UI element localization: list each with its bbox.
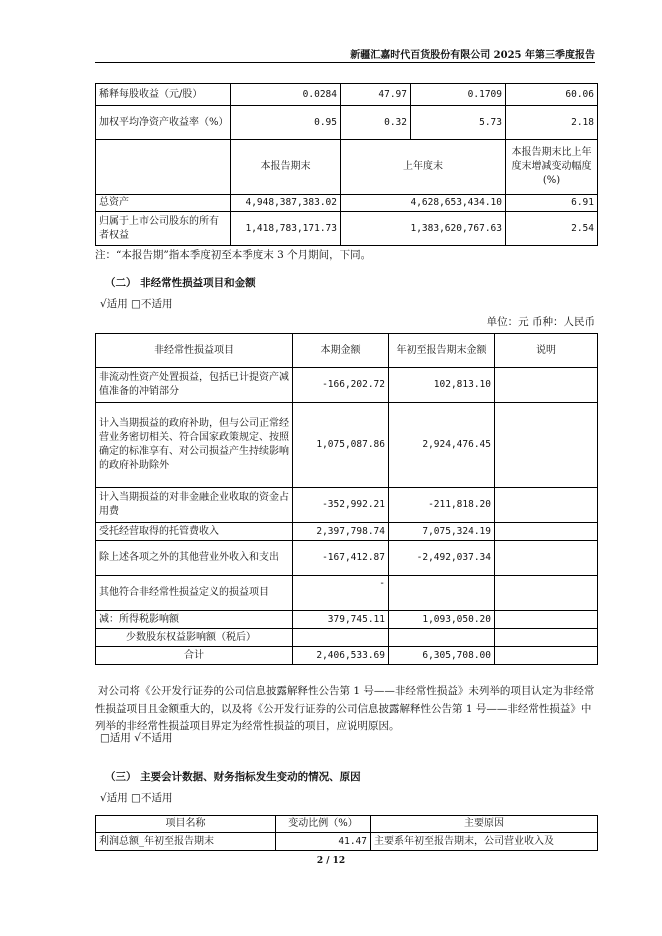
table-row <box>96 106 598 140</box>
table-row <box>96 403 598 488</box>
table-row <box>96 541 598 576</box>
row-label: 稀释每股收益（元/股） <box>96 84 231 106</box>
column-header: 说明 <box>495 334 598 368</box>
applicable-checkbox-line: □适用 √不适用 <box>100 732 173 744</box>
column-header: 上年度末 <box>341 140 506 195</box>
current-amount: -167,412.87 <box>293 541 389 576</box>
current-amount: -166,202.72 <box>293 368 389 403</box>
remark <box>495 541 598 576</box>
cell-value: 2.18 <box>506 106 598 140</box>
ytd-amount: -2,492,037.34 <box>389 541 495 576</box>
section-title-changes: （三） 主要会计数据、财务指标发生变动的情况、原因 <box>105 771 361 783</box>
page-number: 2 / 12 <box>316 856 346 866</box>
column-header: 非经常性损益项目 <box>96 334 293 368</box>
table-row <box>96 611 598 629</box>
current-amount: 1,075,087.86 <box>293 403 389 488</box>
remark <box>495 403 598 488</box>
total-label: 合计 <box>96 647 293 665</box>
column-header: 本报告期末 <box>231 140 341 195</box>
explanation-paragraph: 对公司将《公开发行证券的公司信息披露解释性公告第 1 号——非经常性损益》未列举的项目认定为非经常性损益项目且金额重大的，以及将《公开发行证券的公司信息披露解释性公告第 1 号——非经常性损益》中列举的非经常性损益项目界定为经常性损益的项目，应说明原因。 <box>95 685 595 732</box>
changes-table <box>95 815 598 851</box>
ytd-amount: 7,075,324.19 <box>389 523 495 541</box>
item-label: 少数股东权益影响额（税后） <box>96 629 293 647</box>
table-row <box>96 523 598 541</box>
column-header: 项目名称 <box>96 816 276 833</box>
nonrecurring-items-table <box>95 333 598 665</box>
remark <box>495 368 598 403</box>
ytd-amount: 1,093,050.20 <box>389 611 495 629</box>
main-reason: 主要系年初至报告期末，公司营业收入及 <box>371 833 598 851</box>
key-indicators-table <box>95 83 598 246</box>
cell-value: 47.97 <box>341 84 411 106</box>
table-total-row <box>96 647 598 665</box>
column-header: 本报告期末比上年度末增减变动幅度(%) <box>506 140 598 195</box>
cell-value: 0.32 <box>341 106 411 140</box>
current-amount: 379,745.11 <box>293 611 389 629</box>
cell-value: 6.91 <box>506 195 598 212</box>
current-amount: 2,397,798.74 <box>293 523 389 541</box>
table-row <box>96 576 598 611</box>
current-amount <box>293 629 389 647</box>
ytd-amount: 102,813.10 <box>389 368 495 403</box>
remark <box>495 488 598 523</box>
table-row <box>96 488 598 523</box>
empty-header-cell <box>96 140 231 195</box>
cell-value: 0.1709 <box>411 84 506 106</box>
column-header: 变动比例（%） <box>276 816 371 833</box>
table-header-row <box>96 140 598 195</box>
item-label: 除上述各项之外的其他营业外收入和支出 <box>96 541 293 576</box>
cell-value: 0.0284 <box>231 84 341 106</box>
section-title-nonrecurring: （二） 非经常性损益项目和金额 <box>105 277 256 289</box>
remark <box>495 629 598 647</box>
table-row <box>96 84 598 106</box>
ytd-amount <box>389 629 495 647</box>
total-ytd-amount: 6,305,708.00 <box>389 647 495 665</box>
applicable-checkbox-line: √适用 □不适用 <box>100 792 173 804</box>
change-ratio: 41.47 <box>276 833 371 851</box>
cell-value: 60.06 <box>506 84 598 106</box>
header-divider <box>95 62 595 63</box>
remark <box>495 611 598 629</box>
row-label: 总资产 <box>96 195 231 212</box>
remark <box>495 576 598 611</box>
cell-value: 2.54 <box>506 212 598 246</box>
table-row <box>96 833 598 851</box>
ytd-amount: -211,818.20 <box>389 488 495 523</box>
applicable-checkbox-line: √适用 □不适用 <box>100 298 173 310</box>
item-label: 非流动性资产处置损益，包括已计提资产减值准备的冲销部分 <box>96 368 293 403</box>
total-current-amount: 2,406,533.69 <box>293 647 389 665</box>
ytd-amount <box>389 576 495 611</box>
item-label: 受托经营取得的托管费收入 <box>96 523 293 541</box>
remark <box>495 523 598 541</box>
cell-value: 5.73 <box>411 106 506 140</box>
item-name: 利润总额_年初至报告期末 <box>96 833 276 851</box>
ytd-amount: 2,924,476.45 <box>389 403 495 488</box>
column-header: 主要原因 <box>371 816 598 833</box>
cell-value: 1,383,620,767.63 <box>341 212 506 246</box>
table-row <box>96 368 598 403</box>
cell-value: 4,948,387,383.02 <box>231 195 341 212</box>
table-row <box>96 195 598 212</box>
column-header: 本期金额 <box>293 334 389 368</box>
item-label: 减：所得税影响额 <box>96 611 293 629</box>
total-remark <box>495 647 598 665</box>
item-label: 其他符合非经常性损益定义的损益项目 <box>96 576 293 611</box>
item-label: 计入当期损益的政府补助，但与公司正常经营业务密切相关、符合国家政策规定、按照确定的标准享有、对公司损益产生持续影响的政府补助除外 <box>96 403 293 488</box>
cell-value: 4,628,653,434.10 <box>341 195 506 212</box>
table-row <box>96 629 598 647</box>
cell-value: 0.95 <box>231 106 341 140</box>
table-header-row <box>96 816 598 833</box>
item-label: 计入当期损益的对非金融企业收取的资金占用费 <box>96 488 293 523</box>
row-label: 归属于上市公司股东的所有者权益 <box>96 212 231 246</box>
table-header-row <box>96 334 598 368</box>
table-row <box>96 212 598 246</box>
current-amount: - <box>293 576 389 611</box>
column-header: 年初至报告期末金额 <box>389 334 495 368</box>
table-note: 注：“本报告期”指本季度初至本季度末 3 个月期间，下同。 <box>95 249 372 261</box>
row-label: 加权平均净资产收益率（%） <box>96 106 231 140</box>
cell-value: 1,418,783,171.73 <box>231 212 341 246</box>
page-header-title: 新疆汇嘉时代百货股份有限公司 2025 年第三季度报告 <box>350 50 595 61</box>
unit-currency-label: 单位：元 币种：人民币 <box>486 316 595 328</box>
current-amount: -352,992.21 <box>293 488 389 523</box>
